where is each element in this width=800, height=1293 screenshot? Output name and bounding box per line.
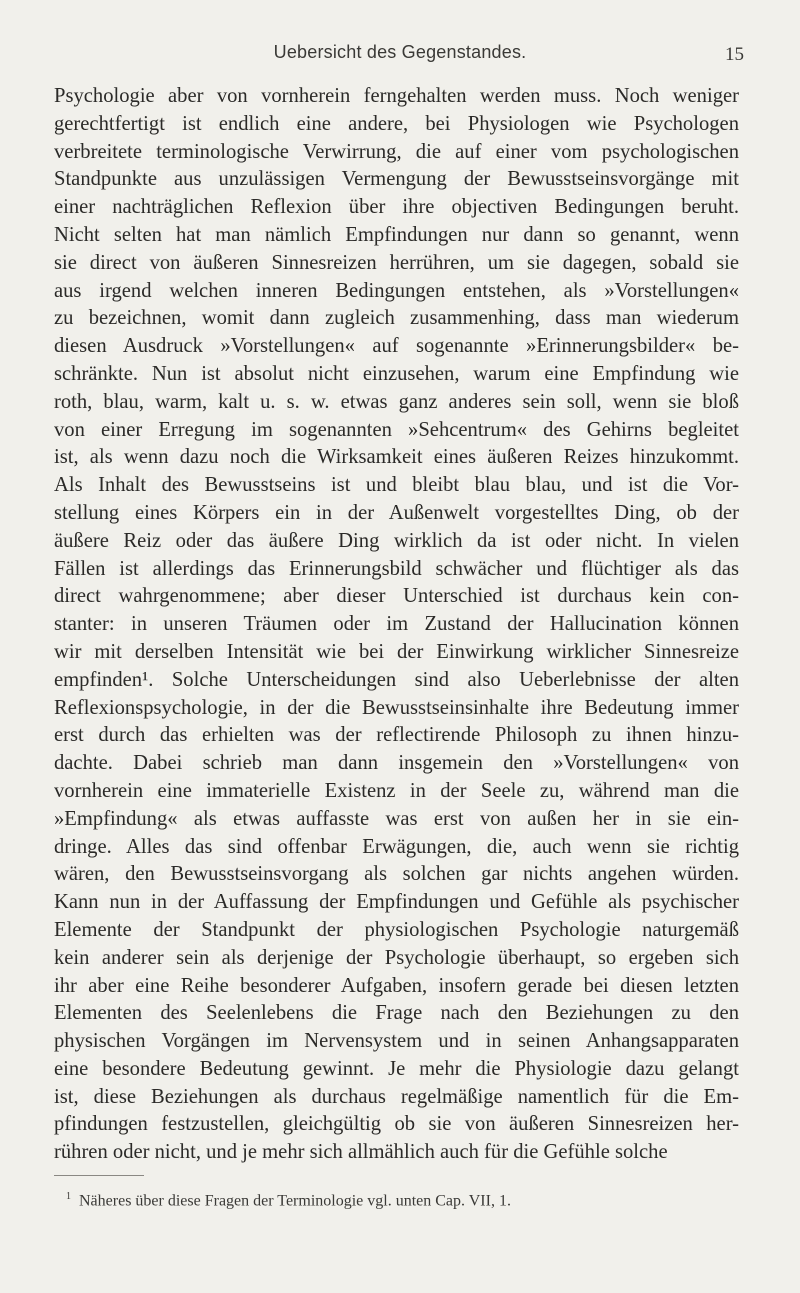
text-line: stellung eines Körpers ein in der Außenwelt vorgestelltes Ding, ob der [54, 501, 739, 524]
text-line: rühren oder nicht, und je mehr sich allmählich auch für die Gefühle solche [54, 1141, 668, 1164]
text-line: verbreitete terminologische Verwirrung, die auf einer vom psychologischen [54, 140, 739, 163]
footnote-text: Näheres über diese Fragen der Terminologie vgl. unten Cap. VII, 1. [79, 1192, 511, 1210]
text-line: direct wahrgenommene; aber dieser Unterschied ist durchaus kein con- [54, 585, 739, 608]
footnote [66, 1186, 726, 1212]
text-line: Nicht selten hat man nämlich Empfindungen nur dann so genannt, wenn [54, 223, 739, 246]
text-line: von einer Erregung im sogenannten »Sehcentrum« des Gehirns begleitet [54, 418, 739, 441]
text-line: äußere Reiz oder das äußere Ding wirklich da ist oder nicht. In vielen [54, 529, 739, 552]
text-line: vornherein eine immaterielle Existenz in der Seele zu, während man die [54, 779, 739, 802]
text-line: schränkte. Nun ist absolut nicht einzusehen, warum eine Empfindung wie [54, 362, 739, 385]
text-line: »Empfindung« als etwas auffasste was erst von außen her in sie ein- [54, 807, 739, 830]
text-line: sie direct von äußeren Sinnesreizen herrühren, um sie dagegen, sobald sie [54, 251, 739, 274]
text-line: Reflexionspsychologie, in der die Bewusstseinsinhalte ihre Bedeutung immer [54, 696, 739, 719]
running-head [0, 42, 800, 72]
text-line: diesen Ausdruck »Vorstellungen« auf sogenannte »Erinnerungsbilder« be- [54, 335, 739, 358]
text-line: wären, den Bewusstseinsvorgang als solchen gar nichts angehen würden. [54, 863, 739, 886]
text-line: stanter: in unseren Träumen oder im Zustand der Hallucination können [54, 613, 739, 636]
text-line: ist, diese Beziehungen als durchaus regelmäßige namentlich für die Em- [54, 1085, 739, 1108]
text-line: roth, blau, warm, kalt u. s. w. etwas ganz anderes sein soll, wenn sie bloß [54, 390, 739, 413]
text-line: pfindungen festzustellen, gleichgültig ob sie von äußeren Sinnesreizen her- [54, 1113, 739, 1136]
text-line: eine besondere Bedeutung gewinnt. Je mehr die Physiologie dazu gelangt [54, 1057, 739, 1080]
text-line: kein anderer sein als derjenige der Psychologie überhaupt, so ergeben sich [54, 946, 739, 969]
text-line: ist, als wenn dazu noch die Wirksamkeit eines äußeren Reizes hinzukommt. [54, 446, 739, 469]
text-line: dringe. Alles das sind offenbar Erwägungen, die, auch wenn sie richtig [54, 835, 739, 858]
text-line: wir mit derselben Intensität wie bei der Einwirkung wirklicher Sinnesreize [54, 640, 739, 663]
text-line: gerechtfertigt ist endlich eine andere, bei Physiologen wie Psychologen [54, 112, 739, 135]
text-line: Kann nun in der Auffassung der Empfindungen und Gefühle als psychischer [54, 891, 739, 914]
footnote-rule [54, 1175, 144, 1176]
text-line: erst durch das erhielten was der reflectirende Philosoph zu ihnen hinzu- [54, 724, 739, 747]
text-line: Als Inhalt des Bewusstseins ist und bleibt blau blau, und ist die Vor- [54, 474, 739, 497]
text-line: Elemente der Standpunkt der physiologischen Psychologie naturgemäß [54, 918, 739, 941]
text-line: Elementen des Seelenlebens die Frage nach den Beziehungen zu den [54, 1002, 739, 1025]
running-title: Uebersicht des Gegenstandes. [273, 42, 527, 62]
body-text [54, 83, 739, 1167]
text-line: empfinden¹. Solche Unterscheidungen sind also Ueberlebnisse der alten [54, 668, 739, 691]
text-line: Psychologie aber von vornherein ferngehalten werden muss. Noch weniger [54, 85, 739, 107]
text-line: dachte. Dabei schrieb man dann insgemein den »Vorstellungen« von [54, 752, 739, 775]
page-number: 15 [725, 44, 744, 65]
footnote-mark: 1 [66, 1191, 71, 1202]
text-line: physischen Vorgängen im Nervensystem und in seinen Anhangsapparaten [54, 1030, 739, 1053]
text-line: zu bezeichnen, womit dann zugleich zusammenhing, dass man wiederum [54, 307, 739, 330]
text-line: Fällen ist allerdings das Erinnerungsbild schwächer und flüchtiger als das [54, 557, 739, 580]
text-line: ihr aber eine Reihe besonderer Aufgaben, insofern gerade bei diesen letzten [54, 974, 739, 997]
text-line: Standpunkte aus unzulässigen Vermengung der Bewusstseinsvorgänge mit [54, 168, 739, 191]
text-line: einer nachträglichen Reflexion über ihre objectiven Bedingungen beruht. [54, 196, 739, 219]
text-line: aus irgend welchen inneren Bedingungen entstehen, als »Vorstellungen« [54, 279, 739, 302]
